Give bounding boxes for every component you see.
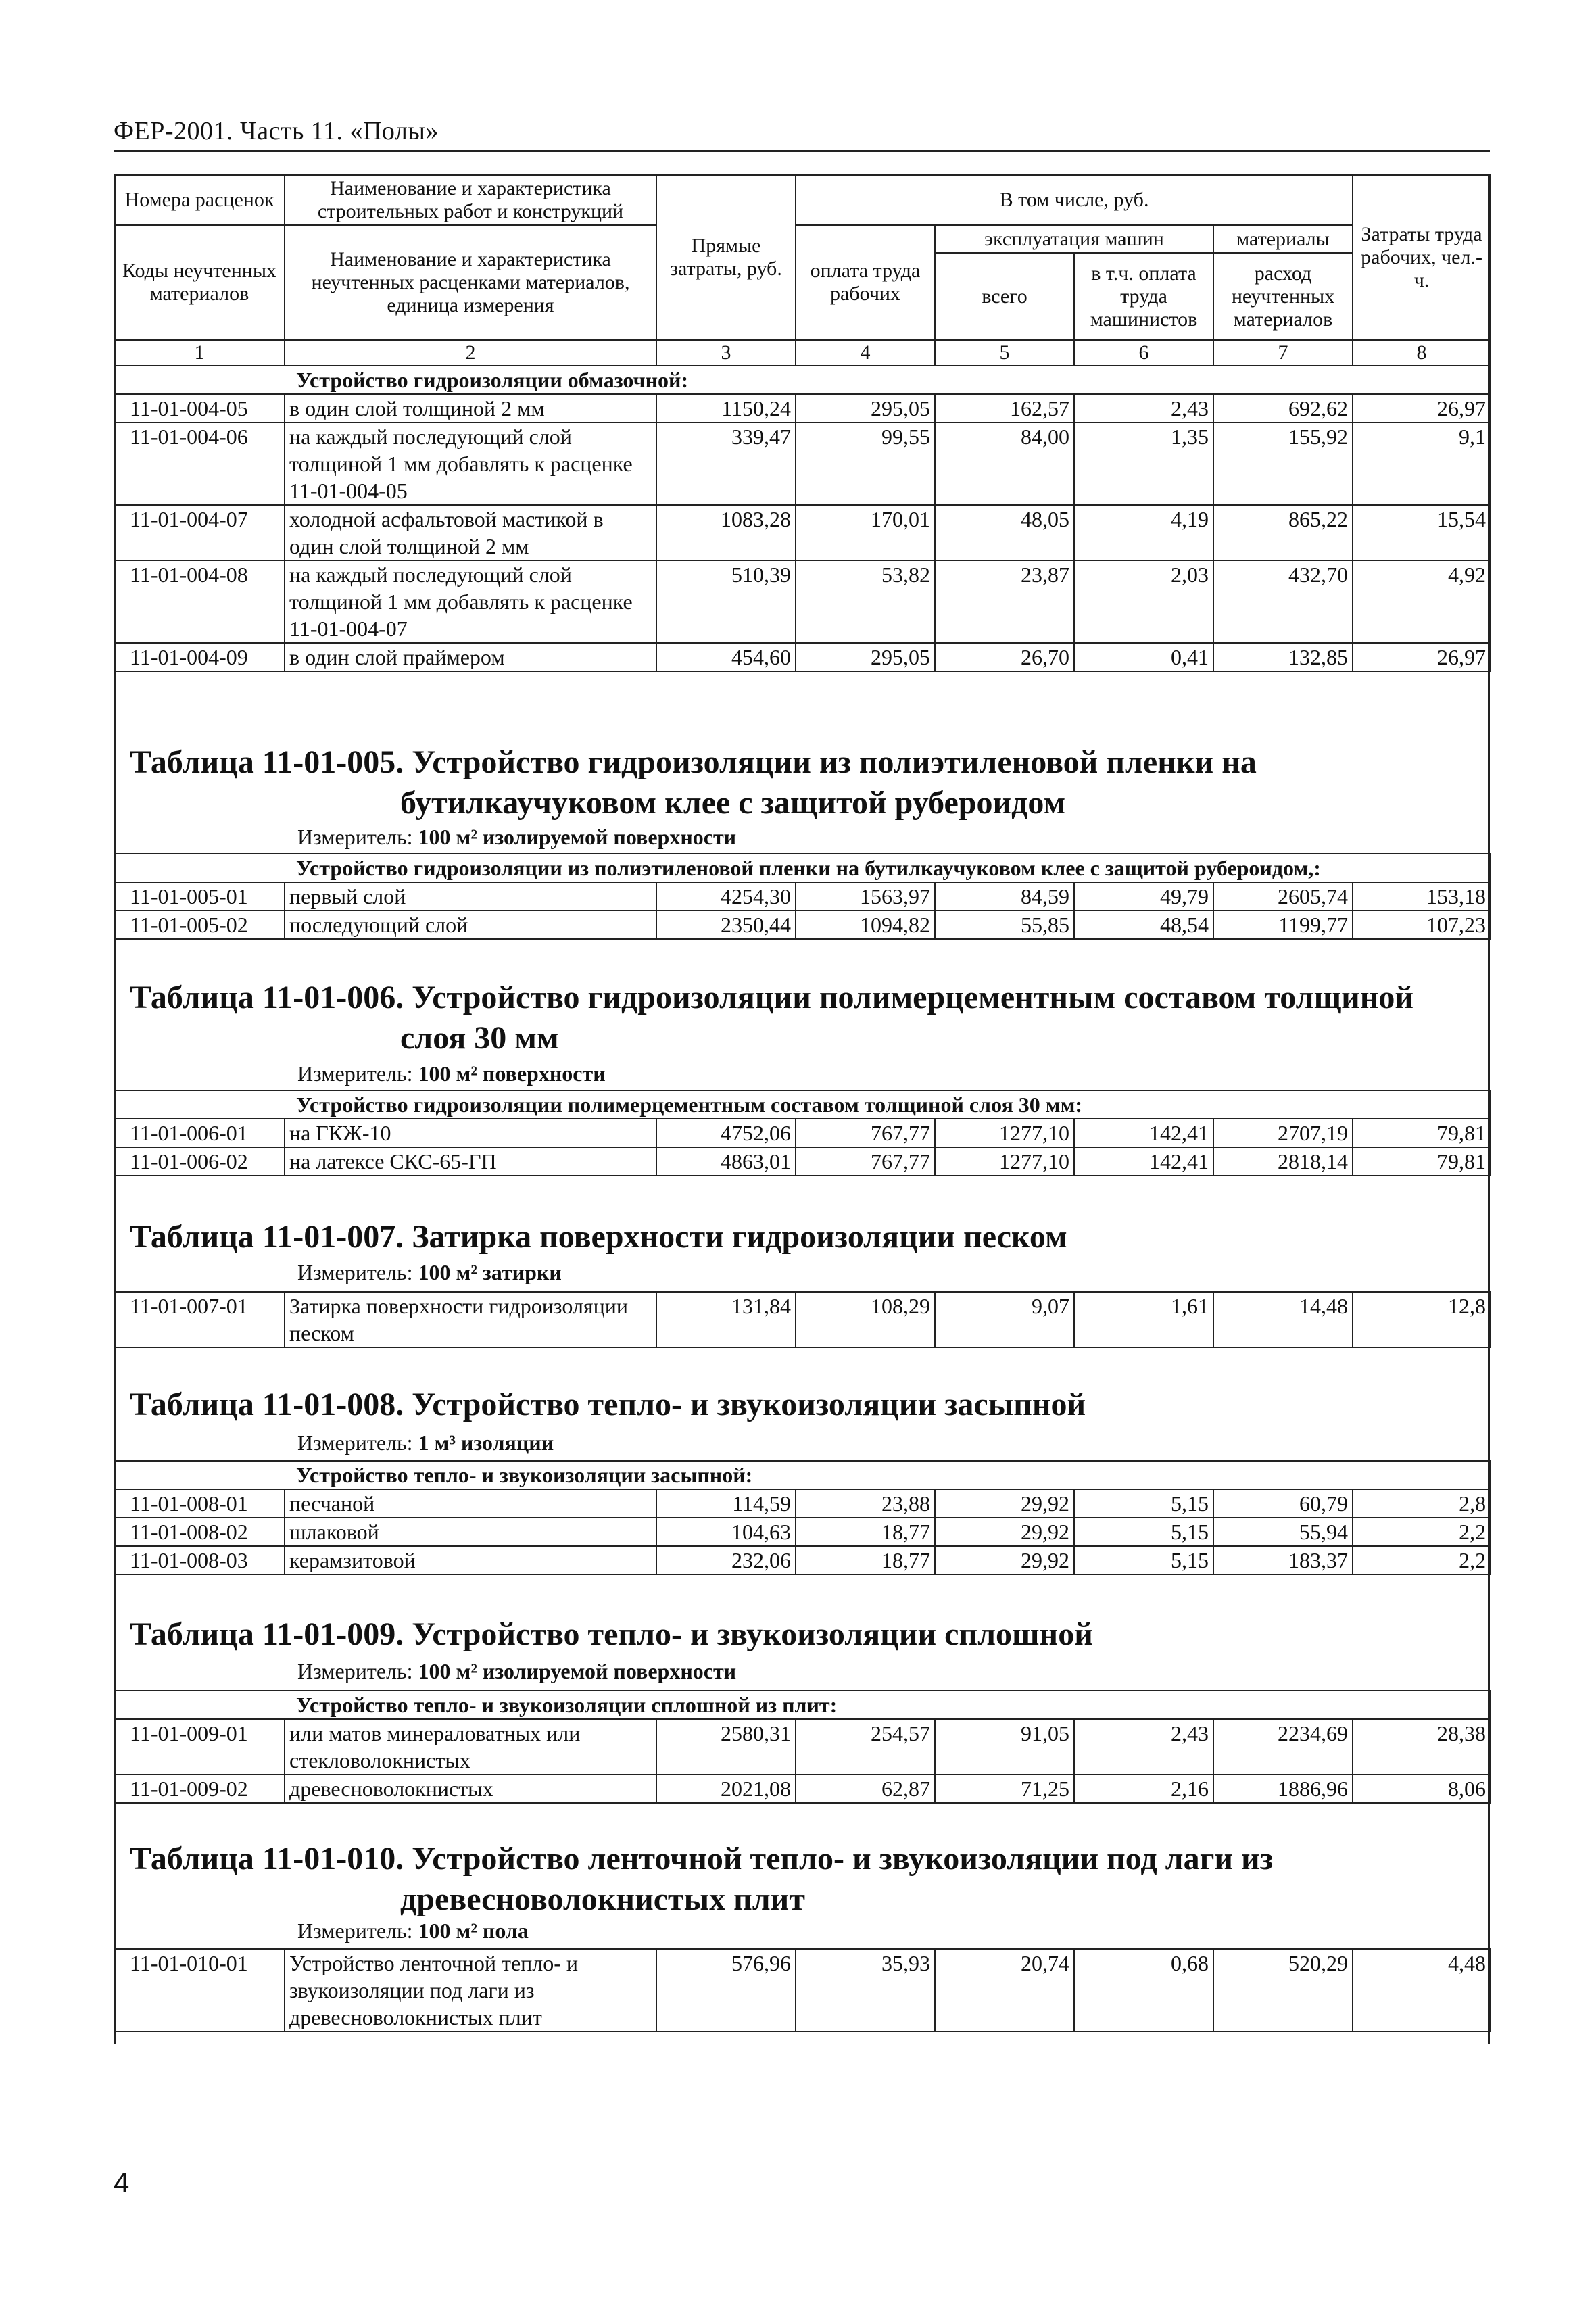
measure-value: 1 м³ изоляции <box>418 1430 554 1455</box>
direct-costs: 454,60 <box>656 643 796 671</box>
measure-value: 100 м² изолируемой поверхности <box>418 825 737 849</box>
table-row <box>114 560 1491 643</box>
table-caption-010 <box>130 1839 1273 1920</box>
machinist-wages: 0,68 <box>1074 1949 1213 2031</box>
work-name: или матов минераловатных или стекловолокнистых <box>285 1719 656 1775</box>
table-caption-009 <box>130 1614 1093 1655</box>
worker-wages: 62,87 <box>796 1775 935 1803</box>
machines-total: 91,05 <box>935 1719 1074 1775</box>
table-row <box>114 911 1491 939</box>
worker-wages: 53,82 <box>796 560 935 643</box>
direct-costs: 1150,24 <box>656 394 796 423</box>
worker-wages: 99,55 <box>796 423 935 505</box>
labor-hours: 4,92 <box>1353 560 1491 643</box>
work-name: в один слой праймером <box>285 643 656 671</box>
direct-costs: 576,96 <box>656 1949 796 2031</box>
table-caption-005 <box>130 742 1257 823</box>
measure-value: 100 м² изолируемой поверхности <box>418 1659 737 1683</box>
labor-hours: 79,81 <box>1353 1147 1491 1176</box>
measure-label: Измеритель: <box>297 1061 413 1086</box>
rate-code: 11-01-008-03 <box>114 1546 285 1574</box>
machinist-wages: 5,15 <box>1074 1518 1213 1546</box>
materials-cost: 14,48 <box>1213 1292 1353 1347</box>
materials-cost: 2818,14 <box>1213 1147 1353 1176</box>
direct-costs: 232,06 <box>656 1546 796 1574</box>
col-material-codes-header: Коды неучтенных материалов <box>114 225 285 340</box>
measure-label: Измеритель: <box>297 1919 413 1943</box>
caption-line: слоя 30 мм <box>400 1020 559 1056</box>
work-name: на латексе СКС-65-ГП <box>285 1147 656 1176</box>
machinist-wages: 2,43 <box>1074 1719 1213 1775</box>
worker-wages: 1563,97 <box>796 882 935 911</box>
work-name: на каждый последующий слой толщиной 1 мм добавлять к расценке 11-01-004-07 <box>285 560 656 643</box>
caption-line: Таблица 11-01-010. Устройство ленточной тепло- и звукоизоляции под лаги из <box>130 1841 1273 1877</box>
direct-costs: 2350,44 <box>656 911 796 939</box>
labor-hours: 9,1 <box>1353 423 1491 505</box>
table-row <box>114 1518 1491 1546</box>
col-num: 7 <box>1213 340 1353 366</box>
work-name: песчаной <box>285 1489 656 1518</box>
measure-value: 100 м² затирки <box>418 1260 562 1284</box>
measure-label: Измеритель: <box>297 1260 413 1284</box>
materials-cost: 183,37 <box>1213 1546 1353 1574</box>
machines-header <box>935 225 1213 340</box>
materials-cost: 2707,19 <box>1213 1119 1353 1147</box>
table-row <box>114 423 1491 505</box>
rates-table-009 <box>114 1690 1491 1804</box>
labor-hours: 79,81 <box>1353 1119 1491 1147</box>
worker-wages: 108,29 <box>796 1292 935 1347</box>
machines-total: 1277,10 <box>935 1119 1074 1147</box>
machinist-wages: 2,03 <box>1074 560 1213 643</box>
measure-unit-009 <box>297 1658 736 1685</box>
table-row <box>114 1719 1491 1775</box>
table-row <box>114 1489 1491 1518</box>
rates-table-005 <box>114 853 1491 940</box>
col-material-names-header: Наименование и характеристика неучтенных расценками материалов, единица измерения <box>285 225 656 340</box>
rate-code: 11-01-010-01 <box>114 1949 285 2031</box>
col-materials-header: расход неучтенных материалов <box>1231 262 1335 331</box>
worker-wages: 254,57 <box>796 1719 935 1775</box>
machines-total: 29,92 <box>935 1518 1074 1546</box>
rate-code: 11-01-005-01 <box>114 882 285 911</box>
rates-table-008 <box>114 1460 1491 1575</box>
measure-unit-006 <box>297 1060 606 1087</box>
machinist-wages: 142,41 <box>1074 1119 1213 1147</box>
measure-unit-005 <box>297 823 736 850</box>
materials-cost: 55,94 <box>1213 1518 1353 1546</box>
table-row <box>114 882 1491 911</box>
section-title: Устройство тепло- и звукоизоляции засыпной: <box>114 1461 1491 1489</box>
caption-line: Таблица 11-01-005. Устройство гидроизоляции из полиэтиленовой пленки на <box>130 744 1257 780</box>
rate-code: 11-01-005-02 <box>114 911 285 939</box>
rates-table-010 <box>114 1948 1491 2032</box>
machinist-wages: 1,61 <box>1074 1292 1213 1347</box>
machines-total: 9,07 <box>935 1292 1074 1347</box>
materials-cost: 1886,96 <box>1213 1775 1353 1803</box>
materials-cost: 865,22 <box>1213 505 1353 560</box>
table-row <box>114 1292 1491 1347</box>
section-title: Устройство тепло- и звукоизоляции сплошной из плит: <box>114 1691 1491 1719</box>
work-name: Устройство ленточной тепло- и звукоизоляции под лаги из древесноволокнистых плит <box>285 1949 656 2031</box>
col-code-header: Номера расценок <box>114 175 285 225</box>
rate-code: 11-01-004-05 <box>114 394 285 423</box>
measure-unit-008 <box>297 1429 554 1456</box>
materials-group-label: материалы <box>1214 226 1352 253</box>
labor-hours: 2,8 <box>1353 1489 1491 1518</box>
page-number: 4 <box>114 2167 130 2198</box>
machines-total: 84,59 <box>935 882 1074 911</box>
col-num: 2 <box>285 340 656 366</box>
labor-hours: 12,8 <box>1353 1292 1491 1347</box>
work-name: первый слой <box>285 882 656 911</box>
machines-group-label: эксплуатация машин <box>936 226 1213 253</box>
measure-unit-010 <box>297 1917 529 1944</box>
rates-table-004 <box>114 174 1491 672</box>
rate-code: 11-01-004-07 <box>114 505 285 560</box>
rate-code: 11-01-008-01 <box>114 1489 285 1518</box>
labor-hours: 153,18 <box>1353 882 1491 911</box>
section-title-row <box>114 366 1491 394</box>
header-rule <box>114 150 1490 152</box>
worker-wages: 18,77 <box>796 1518 935 1546</box>
direct-costs: 4254,30 <box>656 882 796 911</box>
labor-hours: 15,54 <box>1353 505 1491 560</box>
materials-cost: 60,79 <box>1213 1489 1353 1518</box>
direct-costs: 4863,01 <box>656 1147 796 1176</box>
rates-table-006 <box>114 1090 1491 1176</box>
worker-wages: 18,77 <box>796 1546 935 1574</box>
rate-code: 11-01-004-08 <box>114 560 285 643</box>
machines-total: 162,57 <box>935 394 1074 423</box>
machinist-wages: 142,41 <box>1074 1147 1213 1176</box>
machines-total: 1277,10 <box>935 1147 1074 1176</box>
work-name: в один слой толщиной 2 мм <box>285 394 656 423</box>
table-row <box>114 394 1491 423</box>
measure-value: 100 м² поверхности <box>418 1061 606 1086</box>
machines-total: 84,00 <box>935 423 1074 505</box>
machinist-wages: 5,15 <box>1074 1489 1213 1518</box>
col-name-header: Наименование и характеристика строительных работ и конструкций <box>285 175 656 225</box>
section-title-row <box>114 1090 1491 1119</box>
section-title-row <box>114 854 1491 882</box>
table-row <box>114 1775 1491 1803</box>
direct-costs: 131,84 <box>656 1292 796 1347</box>
col-direct-costs-header: Прямые затраты, руб. <box>656 175 796 340</box>
table-row <box>114 1147 1491 1176</box>
caption-line: бутилкаучуковом клее с защитой рубероидом <box>400 785 1066 821</box>
page-header: ФЕР-2001. Часть 11. «Полы» <box>114 117 439 145</box>
direct-costs: 1083,28 <box>656 505 796 560</box>
measure-label: Измеритель: <box>297 825 413 849</box>
col-wages-header: оплата труда рабочих <box>796 225 935 340</box>
materials-cost: 520,29 <box>1213 1949 1353 2031</box>
machines-total: 20,74 <box>935 1949 1074 2031</box>
worker-wages: 767,77 <box>796 1147 935 1176</box>
work-name: холодной асфальтовой мастикой в один слой толщиной 2 мм <box>285 505 656 560</box>
measure-label: Измеритель: <box>297 1659 413 1683</box>
labor-hours: 28,38 <box>1353 1719 1491 1775</box>
worker-wages: 1094,82 <box>796 911 935 939</box>
rates-table-007 <box>114 1291 1491 1348</box>
table-row <box>114 1546 1491 1574</box>
labor-hours: 107,23 <box>1353 911 1491 939</box>
machinist-wages: 1,35 <box>1074 423 1213 505</box>
machines-total: 29,92 <box>935 1546 1074 1574</box>
direct-costs: 2021,08 <box>656 1775 796 1803</box>
work-name: керамзитовой <box>285 1546 656 1574</box>
materials-header <box>1213 225 1353 340</box>
worker-wages: 295,05 <box>796 394 935 423</box>
machinist-wages: 49,79 <box>1074 882 1213 911</box>
work-name: на каждый последующий слой толщиной 1 мм добавлять к расценке 11-01-004-05 <box>285 423 656 505</box>
worker-wages: 23,88 <box>796 1489 935 1518</box>
rate-code: 11-01-006-01 <box>114 1119 285 1147</box>
section-title-row <box>114 1691 1491 1719</box>
machines-total: 23,87 <box>935 560 1074 643</box>
direct-costs: 4752,06 <box>656 1119 796 1147</box>
caption-line: Таблица 11-01-007. Затирка поверхности гидроизоляции песком <box>130 1219 1067 1255</box>
materials-cost: 2605,74 <box>1213 882 1353 911</box>
col-num: 8 <box>1353 340 1491 366</box>
machinist-wages: 5,15 <box>1074 1546 1213 1574</box>
col-num: 6 <box>1074 340 1213 366</box>
materials-cost: 132,85 <box>1213 643 1353 671</box>
machinist-wages: 4,19 <box>1074 505 1213 560</box>
column-header <box>114 175 1491 366</box>
machinist-wages: 48,54 <box>1074 911 1213 939</box>
worker-wages: 295,05 <box>796 643 935 671</box>
measure-value: 100 м² пола <box>418 1919 529 1943</box>
section-title: Устройство гидроизоляции обмазочной: <box>114 366 1491 394</box>
col-machines-total-header: всего <box>936 253 1074 339</box>
machines-total: 48,05 <box>935 505 1074 560</box>
col-labor-hours-header: Затраты труда рабочих, чел.-ч. <box>1353 175 1491 340</box>
table-caption-006 <box>130 978 1413 1059</box>
rate-code: 11-01-007-01 <box>114 1292 285 1347</box>
machines-total: 55,85 <box>935 911 1074 939</box>
work-name: последующий слой <box>285 911 656 939</box>
direct-costs: 2580,31 <box>656 1719 796 1775</box>
labor-hours: 4,48 <box>1353 1949 1491 2031</box>
rate-code: 11-01-004-06 <box>114 423 285 505</box>
machinist-wages: 2,16 <box>1074 1775 1213 1803</box>
labor-hours: 26,97 <box>1353 394 1491 423</box>
col-num: 5 <box>935 340 1074 366</box>
work-name: шлаковой <box>285 1518 656 1546</box>
caption-line: древесноволокнистых плит <box>400 1881 805 1917</box>
table-row <box>114 643 1491 671</box>
direct-costs: 339,47 <box>656 423 796 505</box>
work-name: Затирка поверхности гидроизоляции песком <box>285 1292 656 1347</box>
section-title: Устройство гидроизоляции полимерцементным составом толщиной слоя 30 мм: <box>114 1090 1491 1119</box>
worker-wages: 170,01 <box>796 505 935 560</box>
rate-code: 11-01-009-02 <box>114 1775 285 1803</box>
rate-code: 11-01-004-09 <box>114 643 285 671</box>
materials-cost: 2234,69 <box>1213 1719 1353 1775</box>
machinist-wages: 0,41 <box>1074 643 1213 671</box>
col-num: 4 <box>796 340 935 366</box>
labor-hours: 26,97 <box>1353 643 1491 671</box>
caption-line: Таблица 11-01-006. Устройство гидроизоляции полимерцементным составом толщиной <box>130 980 1414 1015</box>
materials-cost: 1199,77 <box>1213 911 1353 939</box>
worker-wages: 767,77 <box>796 1119 935 1147</box>
col-machinist-wages-header: в т.ч. оплата труда машинистов <box>1090 262 1198 331</box>
machinist-wages: 2,43 <box>1074 394 1213 423</box>
work-name: древесноволокнистых <box>285 1775 656 1803</box>
table-row <box>114 1119 1491 1147</box>
direct-costs: 510,39 <box>656 560 796 643</box>
rate-code: 11-01-006-02 <box>114 1147 285 1176</box>
table-caption-008 <box>130 1384 1086 1425</box>
machines-total: 71,25 <box>935 1775 1074 1803</box>
caption-line: Таблица 11-01-009. Устройство тепло- и звукоизоляции сплошной <box>130 1616 1093 1652</box>
col-num: 3 <box>656 340 796 366</box>
labor-hours: 8,06 <box>1353 1775 1491 1803</box>
table-row <box>114 1949 1491 2031</box>
materials-cost: 432,70 <box>1213 560 1353 643</box>
measure-label: Измеритель: <box>297 1430 413 1455</box>
machines-total: 26,70 <box>935 643 1074 671</box>
col-num: 1 <box>114 340 285 366</box>
labor-hours: 2,2 <box>1353 1518 1491 1546</box>
rate-code: 11-01-009-01 <box>114 1719 285 1775</box>
table-row <box>114 505 1491 560</box>
labor-hours: 2,2 <box>1353 1546 1491 1574</box>
table-caption-007 <box>130 1217 1067 1257</box>
direct-costs: 114,59 <box>656 1489 796 1518</box>
work-name: на ГКЖ-10 <box>285 1119 656 1147</box>
direct-costs: 104,63 <box>656 1518 796 1546</box>
section-title: Устройство гидроизоляции из полиэтиленовой пленки на бутилкаучуковом клее с защитой рубероидом,: <box>114 854 1491 882</box>
col-group-header: В том числе, руб. <box>796 175 1353 225</box>
measure-unit-007 <box>297 1259 562 1286</box>
materials-cost: 692,62 <box>1213 394 1353 423</box>
section-title-row <box>114 1461 1491 1489</box>
worker-wages: 35,93 <box>796 1949 935 2031</box>
machines-total: 29,92 <box>935 1489 1074 1518</box>
materials-cost: 155,92 <box>1213 423 1353 505</box>
rate-code: 11-01-008-02 <box>114 1518 285 1546</box>
caption-line: Таблица 11-01-008. Устройство тепло- и звукоизоляции засыпной <box>130 1386 1086 1422</box>
